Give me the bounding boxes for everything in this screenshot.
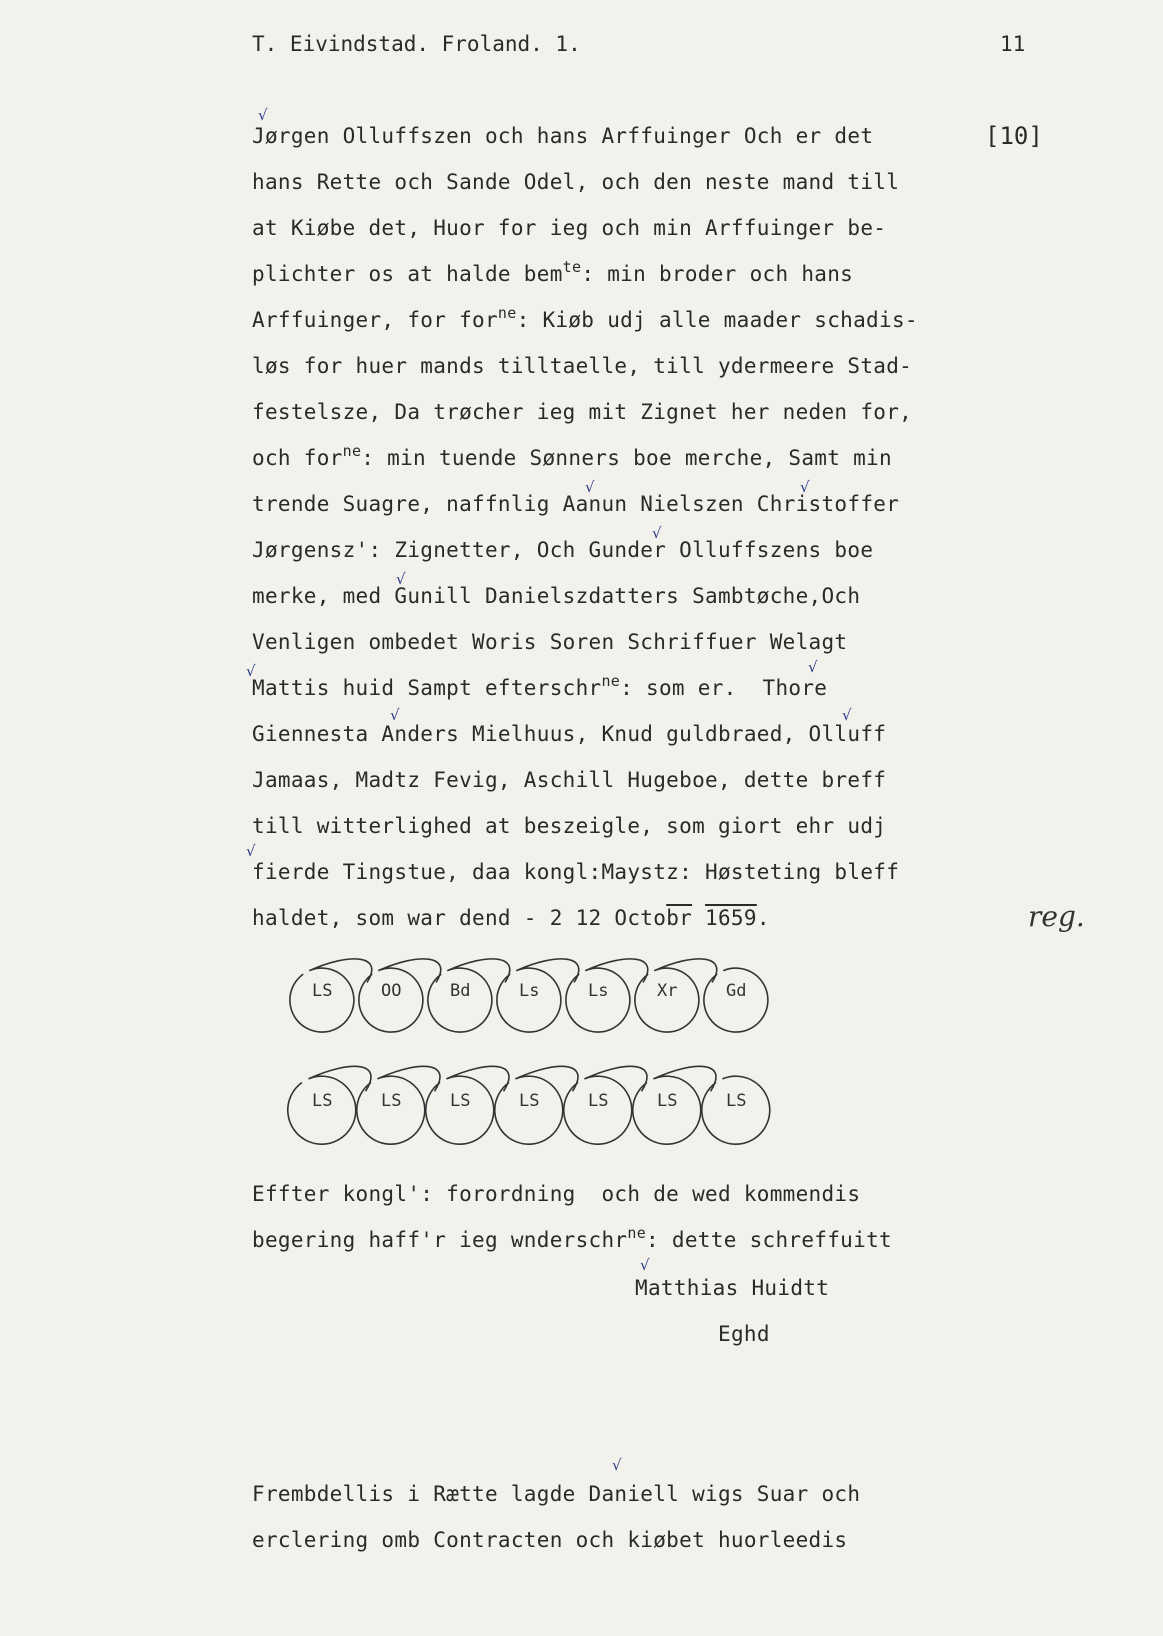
seal-label: LS [726,1091,747,1111]
page-number: 11 [1000,32,1026,56]
text-line: Mattis huid Sampt efterschr$^{ne}$: som er. Thore [252,672,828,700]
signature-title: Eghd [718,1322,770,1346]
text-line: Arffuinger, for for$^{ne}$: Kiøb udj alle maader schadis- [252,304,918,332]
check-mark-icon: √ [258,106,268,124]
text-line: Jamaas, Madtz Fevig, Aschill Hugeboe, dette breff [252,768,887,792]
seal-label: Gd [726,981,747,1001]
document-header-title: T. Eivindstad. Froland. 1. [252,32,581,56]
margin-reference: [10] [985,122,1043,150]
text-line: trende Suagre, naffnlig Aanun Nielszen Christoffer [252,492,900,516]
seal-label: LS [519,1091,540,1111]
check-mark-icon: √ [396,570,406,588]
seal-label: LS [312,981,333,1001]
check-mark-icon: √ [246,842,256,860]
seal-label: Ls [588,981,609,1001]
seal-label: LS [657,1091,678,1111]
signature-name: Matthias Huidtt [635,1276,830,1300]
text-line: och for$^{ne}$: min tuende Sønners boe merche, Samt min [252,442,892,470]
text-line: merke, med Gunill Danielszdatters Sambtøche,Och [252,584,861,608]
text-line: Giennesta Anders Mielhuus, Knud guldbraed, Olluff [252,722,887,746]
seal-label: OO [381,981,402,1001]
check-mark-icon: √ [640,1256,650,1274]
seal-label: Ls [519,981,540,1001]
seal-label: Xr [657,981,678,1001]
text-line: Jørgensz': Zignetter, Och Gunder Olluffszens boe [252,538,874,562]
text-line: festelsze, Da trøcher ieg mit Zignet her neden for, [252,400,913,424]
check-mark-icon: √ [585,478,595,496]
check-mark-icon: √ [652,524,662,542]
text-line: fierde Tingstue, daa kongl:Maystz: Høsteting bleff [252,860,900,884]
text-line: at Kiøbe det, Huor for ieg och min Arffuinger be- [252,216,887,240]
text-line: Venligen ombedet Woris Soren Schriffuer Welagt [252,630,848,654]
check-mark-icon: √ [842,706,852,724]
text-line: plichter os at halde bem$^{te}$: min broder och hans [252,258,854,286]
text-line: Effter kongl': forordning och de wed kommendis [252,1182,861,1206]
check-mark-icon: √ [390,706,400,724]
text-line: erclering omb Contracten och kiøbet huorleedis [252,1528,848,1552]
text-line: begering haff'r ieg wnderschr$^{ne}$: dette schreffuitt [252,1224,892,1252]
seal-label: LS [588,1091,609,1111]
check-mark-icon: √ [246,662,256,680]
text-line: Jørgen Olluffszen och hans Arffuinger Och er det [252,124,874,148]
check-mark-icon: √ [612,1456,622,1474]
seal-label: LS [381,1091,402,1111]
text-line: till witterlighed at beszeigle, som giort ehr udj [252,814,887,838]
seal-label: LS [450,1091,471,1111]
check-mark-icon: √ [800,478,810,496]
margin-note-reg: reg. [1028,900,1085,933]
text-line: Frembdellis i Rætte lagde Daniell wigs Suar och [252,1482,861,1506]
text-line: haldet, som war dend - 2 12 $Octo\overline{br}$ 1659. [252,906,770,930]
seal-label: Bd [450,981,471,1001]
text-line: hans Rette och Sande Odel, och den neste mand till [252,170,900,194]
check-mark-icon: √ [808,658,818,676]
text-line: løs for huer mands tilltaelle, till ydermeere Stad- [252,354,913,378]
seal-row-2 [288,1066,770,1144]
seal-label: LS [312,1091,333,1111]
seal-row-1 [290,959,768,1032]
